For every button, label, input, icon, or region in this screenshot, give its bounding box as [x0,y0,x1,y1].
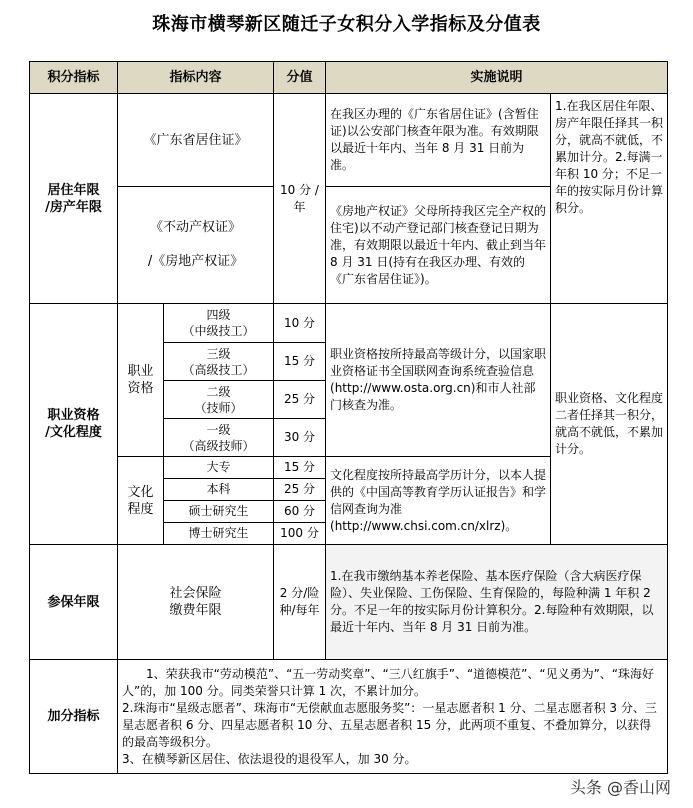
education-desc: 文化程度按所持最高学历计分，以本人提供的《中国高等教育学历认证报告》和学信网查询为准(http://www.chsi.com.cn/xlrz)。 [326,457,551,545]
vocational-desc: 职业资格按所持最高等级计分，以国家职业资格证书全国联网查询系统查验信息(http://www.osta.org.cn)和市人社部门核查为准。 [326,304,551,457]
bonus-desc [118,660,668,774]
vocational-score: 30 分 [274,419,326,457]
qualification-note: 职业资格、文化程度二者任择其一积分，就高不就低，不累加计分。 [551,304,668,545]
residence-item-1: 《广东省居住证》 [118,94,274,187]
education-label: 文化 程度 [118,457,164,545]
education-degree: 本科 [164,479,274,501]
vocational-level: 二级 （技师） [164,381,274,419]
bonus-item-2: 2.珠海市“星级志愿者”、珠海市“无偿献血志愿服务奖”：一星志愿者积 1 分、二星志愿者积 3 分、三星志愿者积 6 分、四星志愿者积 10 分、五星志愿者积 15 分，此两项不重复、不叠加算分，以获得的最高等级积分。 [122,700,657,749]
insurance-desc: 1.在我市缴纳基本养老保险、基本医疗保险（含大病医疗保险）、失业保险、工伤保险、生育保险的，每险种满 1 年积 2 分。不足一年的按实际月份计算积分。2.每险种有效期限，以最近十年内、当年 8 月 31 日前为准。 [326,545,668,660]
residence-note: 1.在我区居住年限、房产年限任择其一积分，就高不就低，不累加计分。2.每满一年积 10 分；不足一年的按实际月份计算积分。 [551,94,668,304]
header-row [30,62,668,94]
insurance-content: 社会保险 缴费年限 [118,545,274,660]
residence-item-2: 《不动产权证》 /《房地产权证》 [118,187,274,304]
header-content: 指标内容 [118,62,274,94]
vocational-score: 15 分 [274,343,326,381]
watermark: 头条 @香山网 [569,778,671,797]
education-degree: 硕士研究生 [164,501,274,523]
bonus-row [30,660,668,774]
vocational-score: 10 分 [274,304,326,343]
header-indicator: 积分指标 [30,62,118,94]
vocational-level: 四级 （中级技工） [164,304,274,343]
insurance-row [30,545,668,660]
vocational-score: 25 分 [274,381,326,419]
education-score: 25 分 [274,479,326,501]
education-score: 15 分 [274,457,326,479]
residence-desc-2: 《房地产权证》父母所持我区完全产权的住宅)以不动产登记部门核查登记日期为准，有效期限以最近十年内、截止到当年 8 月 31 日(持有在我区办理、有效的《广东省居住证》)。 [326,187,551,304]
residence-desc-1: 在我区办理的《广东省居住证》(含暂住证)以公安部门核查年限为准。有效期限以最近十年内、当年 8 月 31 日前为准。 [326,94,551,187]
education-degree: 博士研究生 [164,523,274,545]
insurance-label: 参保年限 [30,545,118,660]
bonus-label: 加分指标 [30,660,118,774]
residence-score: 10 分 / 年 [274,94,326,304]
vocational-row-1 [30,304,668,343]
education-score: 60 分 [274,501,326,523]
vocational-level: 三级 （高级技工） [164,343,274,381]
education-degree: 大专 [164,457,274,479]
residence-row-1 [30,94,668,187]
header-score: 分值 [274,62,326,94]
insurance-score: 2 分/险 种/每年 [274,545,326,660]
bonus-item-1: 1、荣获我市“劳动模范”、“五一劳动奖章”、“三八红旗手”、“道德模范”、“见义勇为”、“珠海好人”的，加 100 分。同类荣誉只计算 1 次，不累计加分。 [122,666,655,698]
education-score: 100 分 [274,523,326,545]
header-explanation: 实施说明 [326,62,668,94]
vocational-level: 一级 （高级技师） [164,419,274,457]
residence-label: 居住年限 /房产年限 [30,94,118,304]
vocational-label: 职业 资格 [118,304,164,457]
bonus-item-3: 3、在横琴新区居住、依法退役的退役军人，加 30 分。 [122,751,417,766]
qualification-label: 职业资格 /文化程度 [30,304,118,545]
page-title: 珠海市横琴新区随迁子女积分入学指标及分值表 [152,14,541,35]
score-table [29,61,668,774]
